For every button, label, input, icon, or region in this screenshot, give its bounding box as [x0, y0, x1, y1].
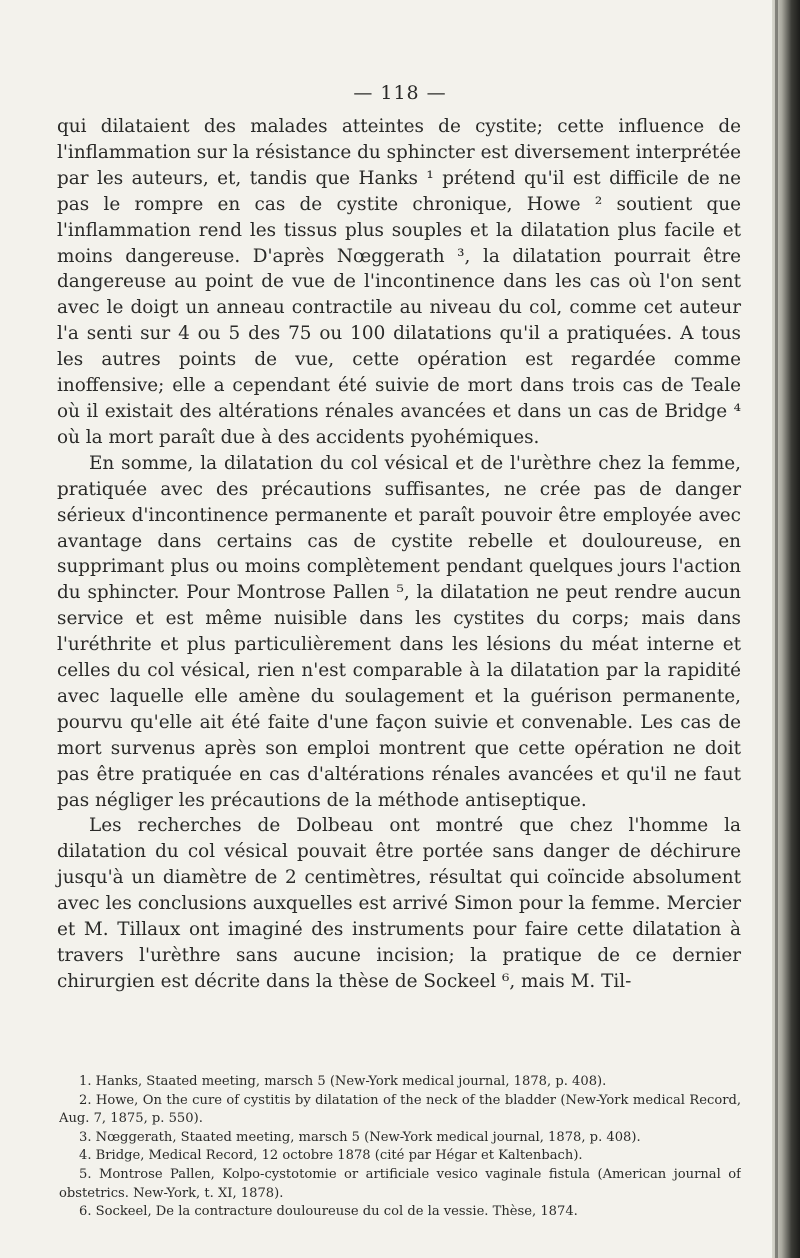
footnote: 3. Nœggerath, Staated meeting, marsch 5 (New-York medical journal, 1878, p. 408).: [79, 1129, 641, 1145]
paragraph: qui dilataient des malades atteintes de cystite; cette influence de l'inflammation sur la résistance du sphincter est diversement interprétée par les auteurs, et, tandis que Hanks ¹ prétend qu'il est difficile de ne pas le rompre en cas de cystite chronique, Howe ² soutient que l'inflammation rend les tissus plus souples et la dilatation plus facile et moins dangereuse. D'après Nœggerath ³, la dilatation pourrait être dangereuse au point de vue de l'incontinence dans les cas où l'on sent avec le doigt un anneau contractile au niveau du col, comme cet auteur l'a senti sur 4 ou 5 des 75 ou 100 dilatations qu'il a pratiquées. A tous les autres points de vue, cette opération est regardée comme inoffensive; elle a cependant été suivie de mort dans trois cas de Teale où il existait des altérations rénales avancées et dans un cas de Bridge ⁴ où la mort paraît due à des accidents pyohémiques.: [57, 116, 741, 448]
footnote: 1. Hanks, Staated meeting, marsch 5 (New-York medical journal, 1878, p. 408).: [79, 1074, 607, 1089]
paragraph: En somme, la dilatation du col vésical et de l'urèthre chez la femme, pratiquée avec des précautions suffisantes, ne crée pas de danger sérieux d'incontinence permanente et paraît pouvoir être employée avec avantage dans certains cas de cystite rebelle et douloureuse, en supprimant plus ou moins complètement pendant quelques jours l'action du sphincter. Pour Montrose Pallen ⁵, la dilatation ne peut rendre aucun service et est même nuisible dans les cystites du corps; mais dans l'uréthrite et plus particulièrement dans les lésions du méat interne et celles du col vésical, rien n'est comparable à la dilatation par la rapidité avec laquelle elle amène du soulagement et la guérison permanente, pourvu qu'elle ait été faite d'une façon suivie et convenable. Les cas de mort survenus après son emploi montrent que cette opération ne doit pas être pratiquée en cas d'altérations rénales avancées et qu'il ne faut pas négliger les précautions de la méthode antiseptique.: [57, 452, 741, 811]
page-edge: [775, 0, 778, 1258]
footnote: 4. Bridge, Medical Record, 12 octobre 1878 (cité par Hégar et Kaltenbach).: [79, 1148, 583, 1164]
main-text: [57, 114, 741, 995]
footnote: 5. Montrose Pallen, Kolpo-cystotomie or artificiale vesico vaginale fistula (American journal of obstetrics. New-York, t. XI, 1878).: [59, 1166, 741, 1201]
page-number: — 118 —: [353, 82, 447, 104]
footnote: 2. Howe, On the cure of cystitis by dilatation of the neck of the bladder (New-York medical Record, Aug. 7, 1875, p. 550).: [59, 1092, 741, 1127]
footnotes: [59, 1073, 741, 1222]
paragraph: Les recherches de Dolbeau ont montré que chez l'homme la dilatation du col vésical pouvait être portée sans danger de déchirure jusqu'à un diamètre de 2 centimètres, résultat qui coïncide absolument avec les conclusions auxquelles est arrivé Simon pour la femme. Mercier et M. Tillaux ont imaginé des instruments pour faire cette dilatation à travers l'urèthre sans aucune incision; la pratique de ce dernier chirurgien est décrite dans la thèse de Sockeel ⁶, mais M. Til-: [57, 815, 741, 992]
footnote: 6. Sockeel, De la contracture douloureuse du col de la vessie. Thèse, 1874.: [79, 1204, 578, 1220]
